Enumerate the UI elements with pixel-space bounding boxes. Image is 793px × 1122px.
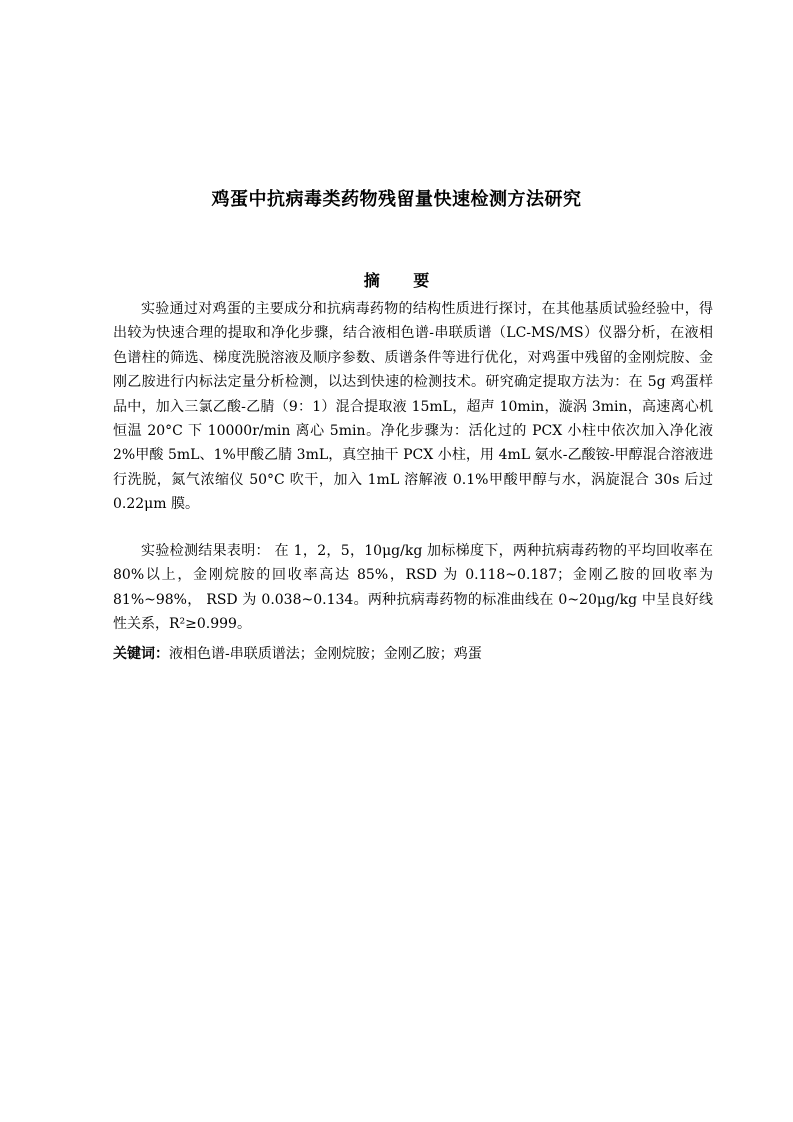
- keywords-line: [113, 642, 713, 666]
- keywords-label: 关键词：: [113, 646, 169, 662]
- abstract-paragraph-2: 实验检测结果表明： 在 1，2，5，10μg/kg 加标梯度下，两种抗病毒药物的平均回收率在 80%以上，金刚烷胺的回收率高达 85%，RSD 为 0.118~0.187；金刚乙胺的回收率为 81%~98%， RSD 为 0.038~0.134。两种抗病毒药物的标准曲线在 0~20μg/kg 中呈良好线性关系，R²≥0.999。: [113, 543, 713, 633]
- abstract-paragraph-1: 实验通过对鸡蛋的主要成分和抗病毒药物的结构性质进行探讨，在其他基质试验经验中，得出较为快速合理的提取和净化步骤，结合液相色谱-串联质谱（LC-MS/MS）仪器分析，在液相色谱柱的筛选、梯度洗脱溶液及顺序参数、质谱条件等进行优化，对鸡蛋中残留的金刚烷胺、金刚乙胺进行内标法定量分析检测，以达到快速的检测技术。研究确定提取方法为：在 5g 鸡蛋样品中，加入三氯乙酸-乙腈（9：1）混合提取液 15mL，超声 10min，漩涡 3min，高速离心机恒温 20°C 下 10000r/min 离心 5min。净化步骤为：活化过的 PCX 小柱中依次加入净化液 2%甲酸 5mL、1%甲酸乙腈 3mL，真空抽干 PCX 小柱，用 4mL 氨水-乙酸铵-甲醇混合溶液进行洗脱，氮气浓缩仪 50°C 吹干，加入 1mL 溶解液 0.1%甲酸甲醇与水，涡旋混合 30s 后过 0.22μm 膜。: [113, 301, 713, 513]
- keywords-list: 液相色谱-串联质谱法；金刚烷胺；金刚乙胺；鸡蛋: [169, 646, 482, 662]
- abstract-heading: 摘 要: [363, 271, 444, 290]
- paper-title: 鸡蛋中抗病毒类药物残留量快速检测方法研究: [211, 189, 582, 210]
